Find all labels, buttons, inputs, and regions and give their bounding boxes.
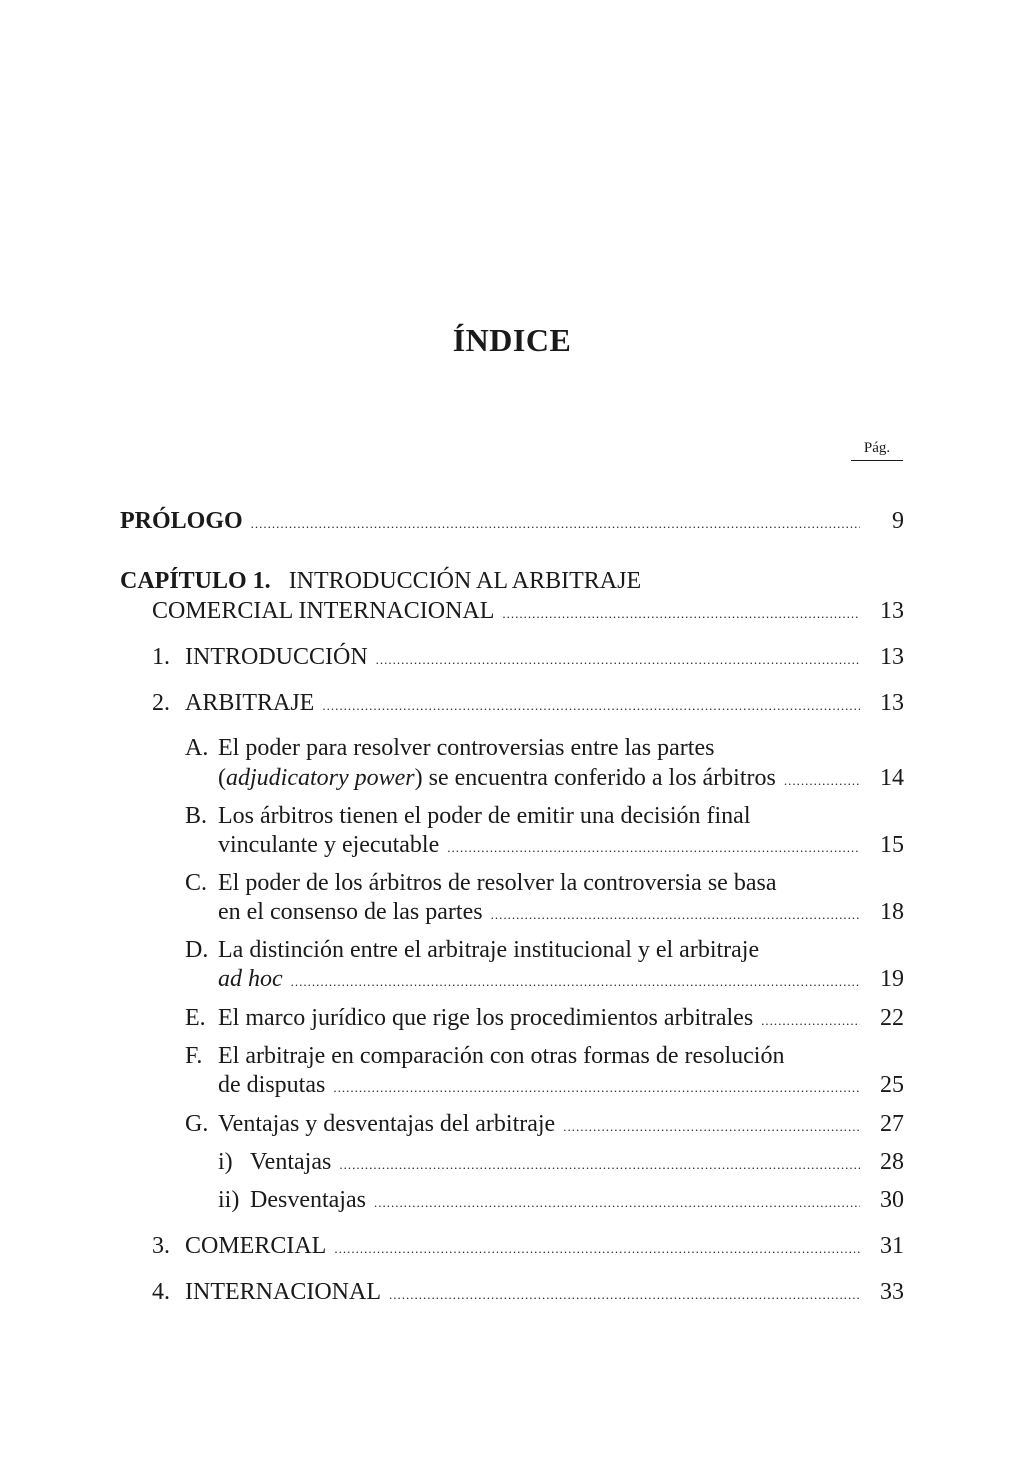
toc-page-number: 25 bbox=[880, 1072, 904, 1098]
subsubsection-number: i) bbox=[218, 1149, 233, 1175]
toc-entry-subsub-ii[interactable] bbox=[218, 1185, 904, 1218]
subsubsection-label: Desventajas bbox=[250, 1187, 366, 1213]
subsection-label-italic: ad hoc bbox=[218, 966, 283, 992]
toc-entry-sub-b-line2[interactable] bbox=[218, 830, 904, 863]
toc-entry-sub-f-line2[interactable] bbox=[218, 1070, 904, 1103]
subsection-letter: G. bbox=[185, 1111, 209, 1137]
toc-entry-section-4[interactable] bbox=[152, 1277, 904, 1310]
toc-entry-label: PRÓLOGO bbox=[120, 508, 243, 534]
paren-open: ( bbox=[218, 765, 226, 791]
subsubsection-label: Ventajas bbox=[250, 1149, 332, 1175]
subsubsection-number: ii) bbox=[218, 1187, 240, 1213]
section-number: 3. bbox=[152, 1233, 170, 1259]
toc-page-number: 13 bbox=[880, 644, 904, 670]
toc-entry-sub-c-line1[interactable] bbox=[185, 868, 776, 898]
toc-page-number: 31 bbox=[880, 1233, 904, 1259]
subsection-letter: F. bbox=[185, 1043, 203, 1069]
toc-page-number: 28 bbox=[880, 1149, 904, 1175]
toc-entry-sub-f-line1[interactable] bbox=[185, 1041, 784, 1071]
toc-page-number: 18 bbox=[880, 899, 904, 925]
subsection-label-line1: El marco jurídico que rige los procedimientos arbitrales bbox=[218, 1005, 754, 1031]
subsection-label-line2: en el consenso de las partes bbox=[218, 899, 483, 925]
toc-page-number: 27 bbox=[880, 1111, 904, 1137]
leader-dots bbox=[251, 509, 860, 539]
section-label: ARBITRAJE bbox=[185, 690, 315, 716]
toc-entry-chapter1-line1[interactable] bbox=[120, 566, 641, 596]
section-number: 1. bbox=[152, 644, 170, 670]
leader-dots bbox=[333, 1073, 860, 1103]
toc-entry-sub-a-line1[interactable] bbox=[185, 733, 714, 763]
subsection-label-line1: El poder para resolver controversias entre las partes bbox=[218, 735, 715, 761]
subsection-label-line2: ) se encuentra conferido a los árbitros bbox=[414, 765, 776, 791]
section-number: 4. bbox=[152, 1279, 170, 1305]
section-label: INTRODUCCIÓN bbox=[185, 644, 368, 670]
subsection-label-line2: vinculante y ejecutable bbox=[218, 832, 440, 858]
toc-entry-section-2[interactable] bbox=[152, 688, 904, 721]
toc-entry-sub-b-line1[interactable] bbox=[185, 801, 751, 831]
toc-entry-sub-d-line2[interactable] bbox=[218, 964, 904, 997]
toc-page-number: 19 bbox=[880, 966, 904, 992]
leader-dots bbox=[389, 1280, 860, 1310]
leader-dots bbox=[563, 1112, 860, 1142]
subsection-letter: E. bbox=[185, 1005, 206, 1031]
leader-dots bbox=[291, 967, 860, 997]
leader-dots bbox=[334, 1234, 860, 1264]
subsection-label-line1: El arbitraje en comparación con otras formas de resolución bbox=[218, 1043, 785, 1069]
toc-entry-section-1[interactable] bbox=[152, 642, 904, 675]
chapter-title-line1: INTRODUCCIÓN AL ARBITRAJE bbox=[288, 568, 642, 594]
leader-dots bbox=[447, 833, 860, 863]
toc-page-number: 13 bbox=[880, 598, 904, 624]
toc-page-number: 14 bbox=[880, 765, 904, 791]
subsection-label-line2: de disputas bbox=[218, 1072, 326, 1098]
leader-dots bbox=[374, 1188, 860, 1218]
toc-entry-subsub-i[interactable] bbox=[218, 1147, 904, 1180]
leader-dots bbox=[376, 645, 860, 675]
chapter-prefix: CAPÍTULO 1. bbox=[120, 568, 271, 594]
subsection-label-line1: El poder de los árbitros de resolver la controversia se basa bbox=[218, 870, 777, 896]
toc-page-number: 22 bbox=[880, 1005, 904, 1031]
toc-page-number: 30 bbox=[880, 1187, 904, 1213]
toc-page-number: 33 bbox=[880, 1279, 904, 1305]
toc-entry-sub-d-line1[interactable] bbox=[185, 935, 759, 965]
toc-entry-chapter1-line2[interactable] bbox=[152, 596, 904, 629]
section-number: 2. bbox=[152, 690, 170, 716]
toc-page-number: 9 bbox=[892, 508, 904, 534]
chapter-title-line2: COMERCIAL INTERNACIONAL bbox=[152, 598, 495, 624]
subsection-letter: D. bbox=[185, 937, 209, 963]
toc-entry-sub-c-line2[interactable] bbox=[218, 897, 904, 930]
subsection-label-line1: Los árbitros tienen el poder de emitir una decisión final bbox=[218, 803, 751, 829]
toc-page-number: 13 bbox=[880, 690, 904, 716]
leader-dots bbox=[339, 1150, 860, 1180]
subsection-letter: B. bbox=[185, 803, 208, 829]
leader-dots bbox=[322, 691, 860, 721]
subsection-label-italic: adjudicatory power bbox=[226, 765, 415, 791]
subsection-letter: C. bbox=[185, 870, 208, 896]
subsection-letter: A. bbox=[185, 735, 209, 761]
leader-dots bbox=[761, 1006, 860, 1036]
leader-dots bbox=[784, 766, 860, 796]
toc-entry-sub-g[interactable] bbox=[185, 1109, 904, 1142]
section-label: INTERNACIONAL bbox=[185, 1279, 381, 1305]
section-label: COMERCIAL bbox=[185, 1233, 327, 1259]
toc-page-number: 15 bbox=[880, 832, 904, 858]
subsection-label-line1: La distinción entre el arbitraje institucional y el arbitraje bbox=[218, 937, 760, 963]
toc-entry-sub-e[interactable] bbox=[185, 1003, 904, 1036]
toc-entry-prologo[interactable] bbox=[120, 506, 904, 539]
page-column-label: Pág. bbox=[851, 440, 903, 461]
page-title: ÍNDICE bbox=[452, 322, 572, 358]
leader-dots bbox=[491, 900, 860, 930]
leader-dots bbox=[502, 599, 860, 629]
toc-entry-sub-a-line2[interactable] bbox=[218, 763, 904, 796]
toc-entry-section-3[interactable] bbox=[152, 1231, 904, 1264]
subsection-label-line1: Ventajas y desventajas del arbitraje bbox=[218, 1111, 556, 1137]
